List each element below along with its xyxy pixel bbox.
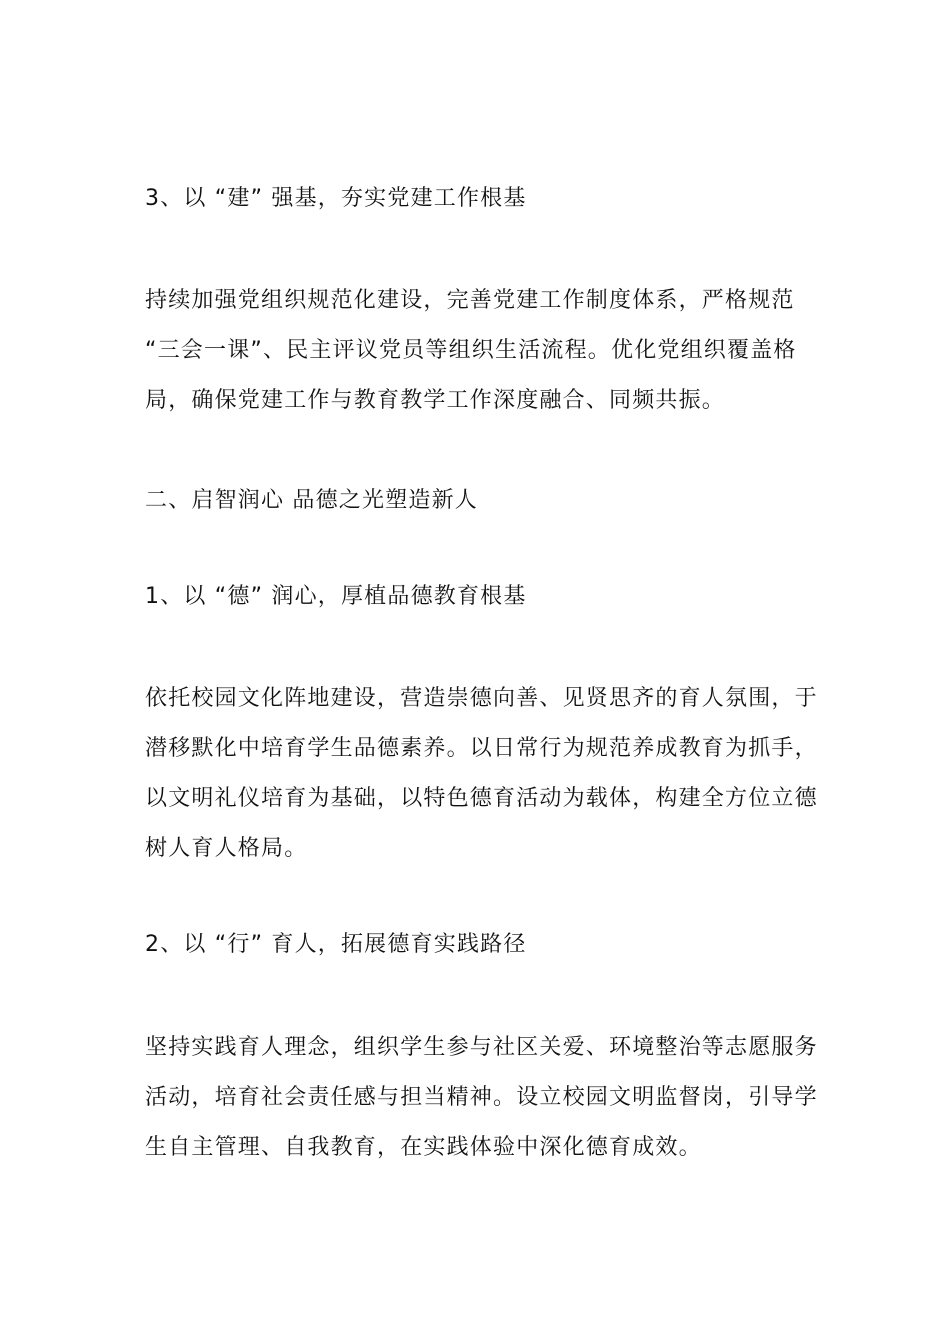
paragraph-line: 树人育人格局。: [145, 836, 308, 861]
paragraph-line: 潜移默化中培育学生品德素养。以日常行为规范养成教育为抓手，: [145, 736, 818, 761]
paragraph-line: 持续加强党组织规范化建设，完善党建工作制度体系，严格规范: [145, 288, 795, 313]
paragraph-line: 生自主管理、自我教育，在实践体验中深化德育成效。: [145, 1135, 702, 1160]
paragraph-line: 局，确保党建工作与教育教学工作深度融合、同频共振。: [145, 388, 726, 413]
subheading-3-jian: 3、以 “建” 强基，夯实党建工作根基: [145, 186, 527, 211]
paragraph-line: 以文明礼仪培育为基础，以特色德育活动为载体，构建全方位立德: [145, 786, 818, 811]
paragraph-line: 坚持实践育人理念，组织学生参与社区关爱、环境整治等志愿服务: [145, 1035, 818, 1060]
subheading-2-xing: 2、以 “行” 育人，拓展德育实践路径: [145, 932, 527, 957]
paragraph-de: [145, 674, 818, 874]
section-2-title: 二、启智润心 品德之光塑造新人: [145, 488, 478, 513]
paragraph-jian: [145, 276, 810, 426]
subheading-1-de: 1、以 “德” 润心，厚植品德教育根基: [145, 584, 527, 609]
paragraph-line: 活动，培育社会责任感与担当精神。设立校园文明监督岗，引导学: [145, 1085, 818, 1110]
paragraph-line: “三会一课”、民主评议党员等组织生活流程。优化党组织覆盖格: [145, 338, 797, 363]
paragraph-xing: [145, 1023, 818, 1173]
paragraph-line: 依托校园文化阵地建设，营造崇德向善、见贤思齐的育人氛围，于: [145, 686, 818, 711]
